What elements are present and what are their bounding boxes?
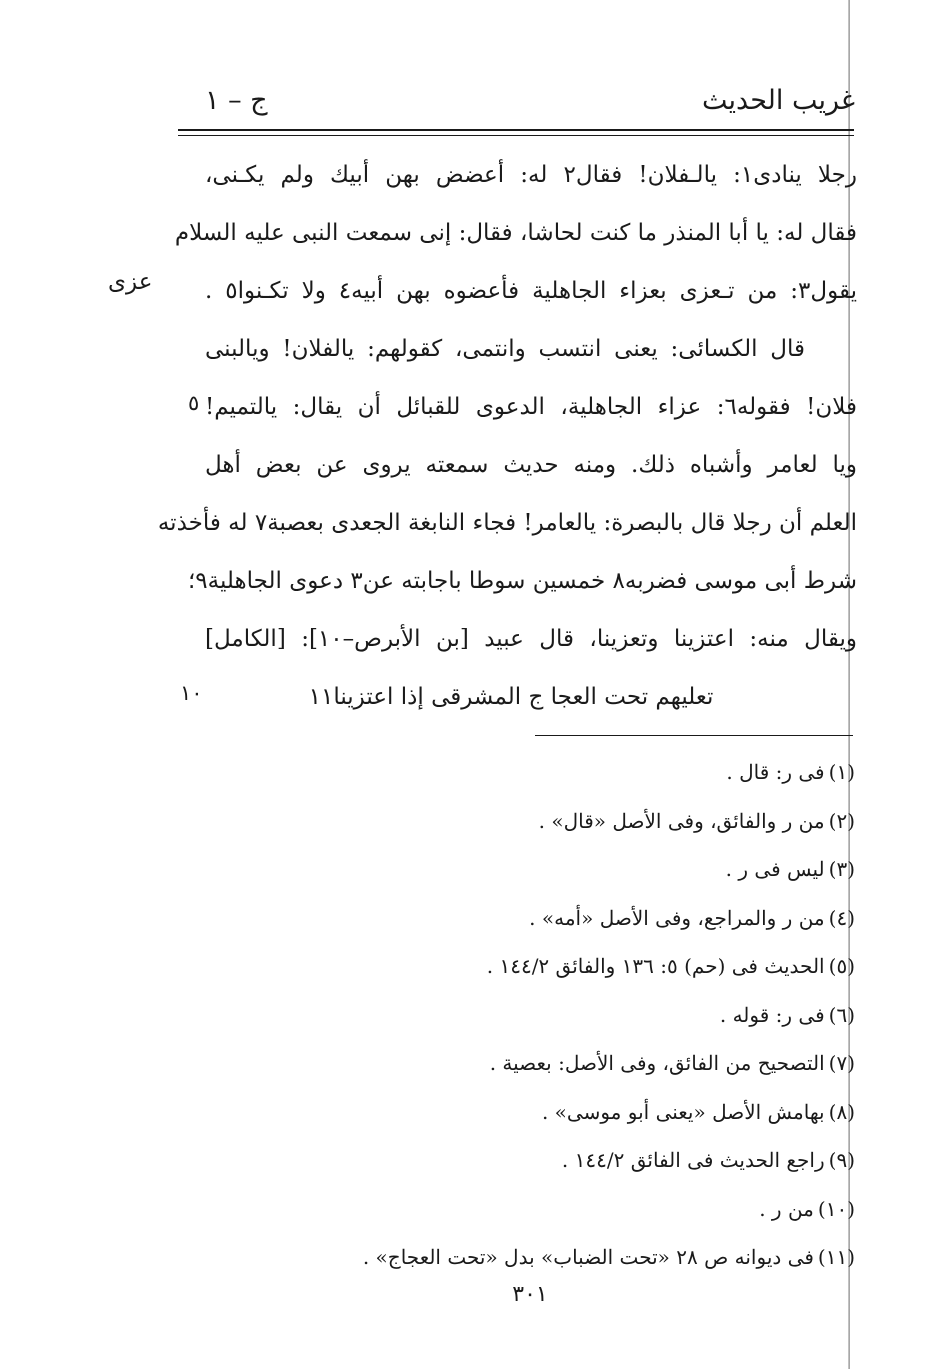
footnote-text: فى ر: قال . xyxy=(726,760,825,784)
footnote xyxy=(290,797,855,846)
footnote-text: فى ديوانه ص ٢٨ «تحت الضباب» بدل «تحت العجاج» . xyxy=(362,1245,814,1269)
footnote-text: الحديث فى (حم) ٥: ١٣٦ والفائق ١٤٤/٢ . xyxy=(486,954,825,978)
text-line-6: ويا لعامر وأشباه ذلك. ومنه حديث سمعته يروى عن بعض أهل xyxy=(205,452,857,478)
footnote-text: فى ر: قوله . xyxy=(719,1002,825,1027)
footnote-number: (٢) xyxy=(828,808,855,833)
text-line-5: فلان! فقوله٦: عزاء الجاهلية، الدعوى للقبائل أن يقال: يالتميم! xyxy=(205,394,857,420)
footnote xyxy=(290,1136,855,1185)
footnote-number: (١٠) xyxy=(817,1196,855,1221)
footnote-rule xyxy=(535,735,853,736)
book-title: غريب الحديث xyxy=(702,85,855,116)
footnote-number: (٩) xyxy=(828,1148,855,1172)
text-line-1: رجلا ينادى١: يالـفلان! فقال٢ له: أعضض بهن أبيك ولم يكـنى، xyxy=(205,162,857,188)
footnotes-list xyxy=(290,748,855,1282)
text-line-7: العلم أن رجلا قال بالبصرة: يالعامر! فجاء النابغة الجعدى بعصبة٧ له فأخذته xyxy=(157,510,857,536)
footnote-text: من ر . xyxy=(759,1196,814,1221)
footnote xyxy=(290,1088,855,1137)
margin-keyword: عزى xyxy=(108,269,153,295)
footnote xyxy=(290,1185,855,1234)
text-line-2: فقال له: يا أبا المنذر ما كنت لحاشا، فقال: إنى سمعت النبى عليه السلام xyxy=(174,220,857,246)
text-line-4: قال الكسائى: يعنى انتسب وانتمى، كقولهم: يالفلان! ويالبنى xyxy=(205,336,805,362)
footnote xyxy=(290,1233,855,1282)
text-line-8: شرط أبى موسى فضربه٨ خمسين سوطا باجابته عن٣ دعوى الجاهلية٩؛ xyxy=(187,568,857,594)
footnote-text: بهامش الأصل «يعنى أبو موسى» . xyxy=(541,1099,825,1124)
footnote-number: (١١) xyxy=(817,1245,855,1269)
text-line-9: ويقال منه: اعتزينا وتعزينا، قال عبيد [بن الأبرص–١٠]: [الكامل] xyxy=(205,626,857,652)
footnote-number: (٤) xyxy=(828,905,855,930)
footnote-text: التصحيح من الفائق، وفى الأصل: بعصية . xyxy=(489,1051,825,1075)
footnote xyxy=(290,894,855,943)
footnote xyxy=(290,942,855,991)
footnote-number: (٣) xyxy=(828,857,855,881)
footnote xyxy=(290,991,855,1040)
line-number-ten: ١٠ xyxy=(180,681,203,705)
footnote-number: (٥) xyxy=(828,954,855,978)
verse-line: تعليهم تحت العجا ج المشرقى إذا اعتزينا١١ xyxy=(308,684,714,710)
text-line-3: يقول٣: من تـعزى بعزاء الجاهلية فأعضوه بهن أبيه٤ ولا تكـنوا٥ . xyxy=(205,278,857,304)
header-rule xyxy=(178,129,854,131)
footnote-number: (٦) xyxy=(828,1002,855,1027)
line-number-five: ٥ xyxy=(188,391,200,415)
footnote-text: من ر والمراجع، وفى الأصل «أمه» . xyxy=(529,905,825,930)
footnote xyxy=(290,1039,855,1088)
running-header xyxy=(205,78,855,124)
footnote xyxy=(290,748,855,797)
footnote-number: (٨) xyxy=(828,1099,855,1124)
footnote-number: (١) xyxy=(828,760,855,784)
main-text xyxy=(157,146,857,726)
footnote-text: من ر والفائق، وفى الأصل «قال» . xyxy=(538,808,825,833)
footnote-text: راجع الحديث فى الفائق ١٤٤/٢ . xyxy=(561,1148,825,1172)
footnote-text: ليس فى ر . xyxy=(725,857,825,881)
header-rule-thin xyxy=(178,135,854,136)
footnote-number: (٧) xyxy=(828,1051,855,1075)
footnote xyxy=(290,845,855,894)
page-number: ٣٠١ xyxy=(512,1282,548,1307)
volume-label: ج – ١ xyxy=(205,85,268,116)
